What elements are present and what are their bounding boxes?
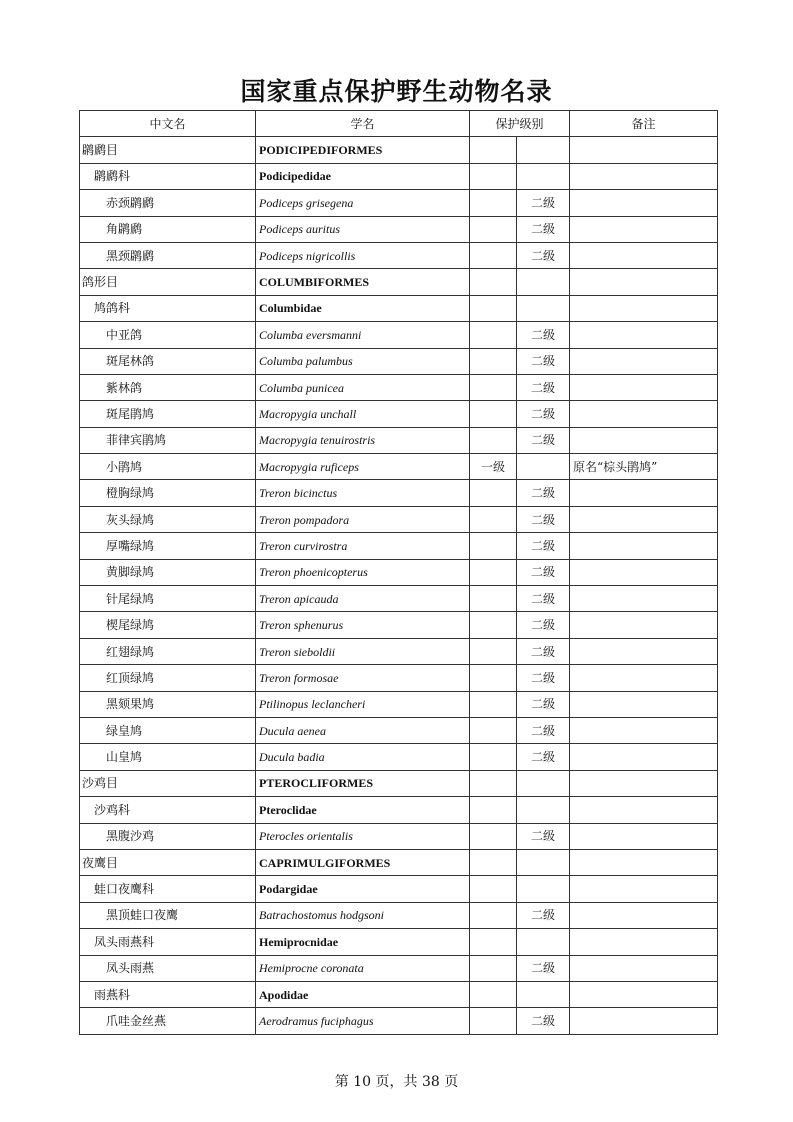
- level-two-cell: 二级: [517, 559, 570, 585]
- chinese-name-cell: 鸽形目: [80, 269, 256, 295]
- level-one-cell: [470, 506, 517, 532]
- scientific-name-cell: Apodidae: [256, 981, 470, 1007]
- scientific-name-cell: Columbidae: [256, 295, 470, 321]
- remarks-cell: [570, 137, 718, 163]
- level-one-cell: [470, 401, 517, 427]
- level-two-cell: 二级: [517, 744, 570, 770]
- table-row-order: [80, 770, 718, 796]
- remarks-cell: [570, 401, 718, 427]
- scientific-name-cell: Podiceps auritus: [256, 216, 470, 242]
- table-row-species: [80, 902, 718, 928]
- level-one-cell: [470, 1008, 517, 1034]
- table-row-order: [80, 269, 718, 295]
- scientific-name-cell: Ducula aenea: [256, 717, 470, 743]
- level-two-cell: [517, 295, 570, 321]
- scientific-name-cell: Podiceps grisegena: [256, 190, 470, 216]
- scientific-name-cell: Columba palumbus: [256, 348, 470, 374]
- table-row-family: [80, 295, 718, 321]
- table-header-row: [80, 111, 718, 137]
- chinese-name-cell: 黄脚绿鸠: [80, 559, 256, 585]
- remarks-cell: [570, 823, 718, 849]
- level-two-cell: 二级: [517, 955, 570, 981]
- level-one-cell: [470, 242, 517, 268]
- chinese-name-cell: 楔尾绿鸠: [80, 612, 256, 638]
- remarks-cell: [570, 480, 718, 506]
- table-row-species: [80, 691, 718, 717]
- chinese-name-cell: 橙胸绿鸠: [80, 480, 256, 506]
- remarks-cell: [570, 902, 718, 928]
- table-row-species: [80, 559, 718, 585]
- level-one-cell: [470, 929, 517, 955]
- level-one-cell: [470, 533, 517, 559]
- table-row-species: [80, 480, 718, 506]
- table-row-species: [80, 427, 718, 453]
- level-one-cell: [470, 586, 517, 612]
- chinese-name-cell: 针尾绿鸠: [80, 586, 256, 612]
- table-row-family: [80, 929, 718, 955]
- level-two-cell: 二级: [517, 691, 570, 717]
- scientific-name-cell: Hemiprocnidae: [256, 929, 470, 955]
- level-two-cell: [517, 137, 570, 163]
- remarks-cell: [570, 322, 718, 348]
- table-row-species: [80, 216, 718, 242]
- scientific-name-cell: Treron sieboldii: [256, 638, 470, 664]
- header-scientific-name: 学名: [256, 111, 470, 137]
- level-two-cell: 二级: [517, 322, 570, 348]
- remarks-cell: [570, 295, 718, 321]
- chinese-name-cell: 红翅绿鸠: [80, 638, 256, 664]
- header-remarks: 备注: [570, 111, 718, 137]
- scientific-name-cell: Pterocles orientalis: [256, 823, 470, 849]
- chinese-name-cell: 夜鹰目: [80, 849, 256, 875]
- remarks-cell: [570, 374, 718, 400]
- level-one-cell: [470, 216, 517, 242]
- level-one-cell: [470, 797, 517, 823]
- level-one-cell: [470, 691, 517, 717]
- level-one-cell: 一级: [470, 454, 517, 480]
- level-two-cell: [517, 163, 570, 189]
- chinese-name-cell: 小鹃鸠: [80, 454, 256, 480]
- table-row-species: [80, 665, 718, 691]
- scientific-name-cell: Treron apicauda: [256, 586, 470, 612]
- header-chinese-name: 中文名: [80, 111, 256, 137]
- chinese-name-cell: 菲律宾鹃鸠: [80, 427, 256, 453]
- remarks-cell: [570, 849, 718, 875]
- scientific-name-cell: Columba eversmanni: [256, 322, 470, 348]
- level-two-cell: [517, 770, 570, 796]
- table-row-family: [80, 981, 718, 1007]
- scientific-name-cell: Columba punicea: [256, 374, 470, 400]
- chinese-name-cell: 凤头雨燕: [80, 955, 256, 981]
- table-row-species: [80, 586, 718, 612]
- level-two-cell: [517, 797, 570, 823]
- chinese-name-cell: 中亚鸽: [80, 322, 256, 348]
- remarks-cell: [570, 744, 718, 770]
- remarks-cell: [570, 876, 718, 902]
- scientific-name-cell: Macropygia ruficeps: [256, 454, 470, 480]
- table-row-species: [80, 717, 718, 743]
- remarks-cell: [570, 190, 718, 216]
- remarks-cell: [570, 427, 718, 453]
- level-one-cell: [470, 876, 517, 902]
- level-two-cell: [517, 269, 570, 295]
- level-one-cell: [470, 849, 517, 875]
- level-one-cell: [470, 770, 517, 796]
- remarks-cell: [570, 981, 718, 1007]
- table-body: [80, 137, 718, 1034]
- level-one-cell: [470, 744, 517, 770]
- level-two-cell: 二级: [517, 533, 570, 559]
- scientific-name-cell: Macropygia tenuirostris: [256, 427, 470, 453]
- chinese-name-cell: 赤颈䴙䴘: [80, 190, 256, 216]
- header-protection-level: 保护级别: [470, 111, 570, 137]
- scientific-name-cell: PODICIPEDIFORMES: [256, 137, 470, 163]
- level-one-cell: [470, 137, 517, 163]
- level-one-cell: [470, 269, 517, 295]
- level-two-cell: 二级: [517, 216, 570, 242]
- table-row-species: [80, 533, 718, 559]
- chinese-name-cell: 红顶绿鸠: [80, 665, 256, 691]
- scientific-name-cell: Pteroclidae: [256, 797, 470, 823]
- remarks-cell: [570, 348, 718, 374]
- level-two-cell: [517, 981, 570, 1007]
- chinese-name-cell: 凤头雨燕科: [80, 929, 256, 955]
- scientific-name-cell: COLUMBIFORMES: [256, 269, 470, 295]
- chinese-name-cell: 黑顶蛙口夜鹰: [80, 902, 256, 928]
- table-row-species: [80, 744, 718, 770]
- level-one-cell: [470, 190, 517, 216]
- table-row-species: [80, 506, 718, 532]
- level-one-cell: [470, 665, 517, 691]
- remarks-cell: [570, 586, 718, 612]
- remarks-cell: [570, 163, 718, 189]
- remarks-cell: [570, 929, 718, 955]
- level-one-cell: [470, 480, 517, 506]
- chinese-name-cell: 雨燕科: [80, 981, 256, 1007]
- table-row-species: [80, 322, 718, 348]
- level-two-cell: [517, 454, 570, 480]
- table-row-species: [80, 955, 718, 981]
- table-row-species: [80, 242, 718, 268]
- scientific-name-cell: Treron pompadora: [256, 506, 470, 532]
- remarks-cell: [570, 691, 718, 717]
- remarks-cell: [570, 559, 718, 585]
- level-two-cell: [517, 849, 570, 875]
- level-two-cell: 二级: [517, 612, 570, 638]
- remarks-cell: [570, 665, 718, 691]
- level-one-cell: [470, 638, 517, 664]
- chinese-name-cell: 斑尾林鸽: [80, 348, 256, 374]
- table-row-species: [80, 374, 718, 400]
- remarks-cell: [570, 717, 718, 743]
- level-one-cell: [470, 427, 517, 453]
- level-two-cell: [517, 929, 570, 955]
- scientific-name-cell: Ducula badia: [256, 744, 470, 770]
- scientific-name-cell: Podargidae: [256, 876, 470, 902]
- level-two-cell: 二级: [517, 374, 570, 400]
- remarks-cell: [570, 612, 718, 638]
- remarks-cell: [570, 955, 718, 981]
- scientific-name-cell: Macropygia unchall: [256, 401, 470, 427]
- scientific-name-cell: Treron phoenicopterus: [256, 559, 470, 585]
- scientific-name-cell: Treron curvirostra: [256, 533, 470, 559]
- chinese-name-cell: 黑颈䴙䴘: [80, 242, 256, 268]
- level-two-cell: 二级: [517, 480, 570, 506]
- level-one-cell: [470, 612, 517, 638]
- table-row-order: [80, 137, 718, 163]
- scientific-name-cell: Podicipedidae: [256, 163, 470, 189]
- level-two-cell: 二级: [517, 638, 570, 664]
- chinese-name-cell: 绿皇鸠: [80, 717, 256, 743]
- table-row-species: [80, 612, 718, 638]
- table-row-species: [80, 1008, 718, 1034]
- remarks-cell: [570, 242, 718, 268]
- scientific-name-cell: Treron bicinctus: [256, 480, 470, 506]
- chinese-name-cell: 厚嘴绿鸠: [80, 533, 256, 559]
- table-row-family: [80, 876, 718, 902]
- level-two-cell: 二级: [517, 717, 570, 743]
- table-row-species: [80, 638, 718, 664]
- level-one-cell: [470, 902, 517, 928]
- level-one-cell: [470, 374, 517, 400]
- level-two-cell: 二级: [517, 665, 570, 691]
- remarks-cell: [570, 1008, 718, 1034]
- chinese-name-cell: 山皇鸠: [80, 744, 256, 770]
- level-two-cell: 二级: [517, 348, 570, 374]
- remarks-cell: [570, 506, 718, 532]
- level-one-cell: [470, 823, 517, 849]
- remarks-cell: [570, 216, 718, 242]
- page-footer: 第 10 页，共 38 页: [334, 1074, 459, 1090]
- table-row-species: [80, 454, 718, 480]
- species-table: [79, 110, 718, 1035]
- scientific-name-cell: Batrachostomus hodgsoni: [256, 902, 470, 928]
- table-row-family: [80, 797, 718, 823]
- scientific-name-cell: Treron formosae: [256, 665, 470, 691]
- level-one-cell: [470, 348, 517, 374]
- chinese-name-cell: 鸠鸽科: [80, 295, 256, 321]
- level-two-cell: 二级: [517, 1008, 570, 1034]
- remarks-cell: [570, 638, 718, 664]
- document-title: 国家重点保护野生动物名录: [240, 77, 553, 106]
- level-one-cell: [470, 981, 517, 1007]
- table-row-order: [80, 849, 718, 875]
- table-row-species: [80, 401, 718, 427]
- chinese-name-cell: 灰头绿鸠: [80, 506, 256, 532]
- table-row-species: [80, 190, 718, 216]
- remarks-cell: 原名“棕头鹃鸠”: [570, 454, 718, 480]
- level-one-cell: [470, 295, 517, 321]
- chinese-name-cell: 䴙䴘科: [80, 163, 256, 189]
- scientific-name-cell: Treron sphenurus: [256, 612, 470, 638]
- remarks-cell: [570, 269, 718, 295]
- chinese-name-cell: 黑颏果鸠: [80, 691, 256, 717]
- level-two-cell: 二级: [517, 190, 570, 216]
- level-one-cell: [470, 955, 517, 981]
- level-one-cell: [470, 559, 517, 585]
- level-one-cell: [470, 717, 517, 743]
- level-two-cell: 二级: [517, 242, 570, 268]
- remarks-cell: [570, 797, 718, 823]
- level-two-cell: 二级: [517, 401, 570, 427]
- chinese-name-cell: 䴙䴘目: [80, 137, 256, 163]
- scientific-name-cell: Hemiprocne coronata: [256, 955, 470, 981]
- chinese-name-cell: 斑尾鹃鸠: [80, 401, 256, 427]
- level-two-cell: 二级: [517, 902, 570, 928]
- scientific-name-cell: Podiceps nigricollis: [256, 242, 470, 268]
- scientific-name-cell: PTEROCLIFORMES: [256, 770, 470, 796]
- chinese-name-cell: 角䴙䴘: [80, 216, 256, 242]
- level-two-cell: 二级: [517, 823, 570, 849]
- table-row-species: [80, 823, 718, 849]
- level-two-cell: 二级: [517, 427, 570, 453]
- chinese-name-cell: 沙鸡科: [80, 797, 256, 823]
- table-row-species: [80, 348, 718, 374]
- level-one-cell: [470, 322, 517, 348]
- level-two-cell: 二级: [517, 506, 570, 532]
- level-two-cell: [517, 876, 570, 902]
- chinese-name-cell: 爪哇金丝燕: [80, 1008, 256, 1034]
- chinese-name-cell: 蛙口夜鹰科: [80, 876, 256, 902]
- scientific-name-cell: Aerodramus fuciphagus: [256, 1008, 470, 1034]
- chinese-name-cell: 沙鸡目: [80, 770, 256, 796]
- chinese-name-cell: 紫林鸽: [80, 374, 256, 400]
- level-one-cell: [470, 163, 517, 189]
- table-row-family: [80, 163, 718, 189]
- scientific-name-cell: CAPRIMULGIFORMES: [256, 849, 470, 875]
- remarks-cell: [570, 533, 718, 559]
- chinese-name-cell: 黑腹沙鸡: [80, 823, 256, 849]
- remarks-cell: [570, 770, 718, 796]
- scientific-name-cell: Ptilinopus leclancheri: [256, 691, 470, 717]
- level-two-cell: 二级: [517, 586, 570, 612]
